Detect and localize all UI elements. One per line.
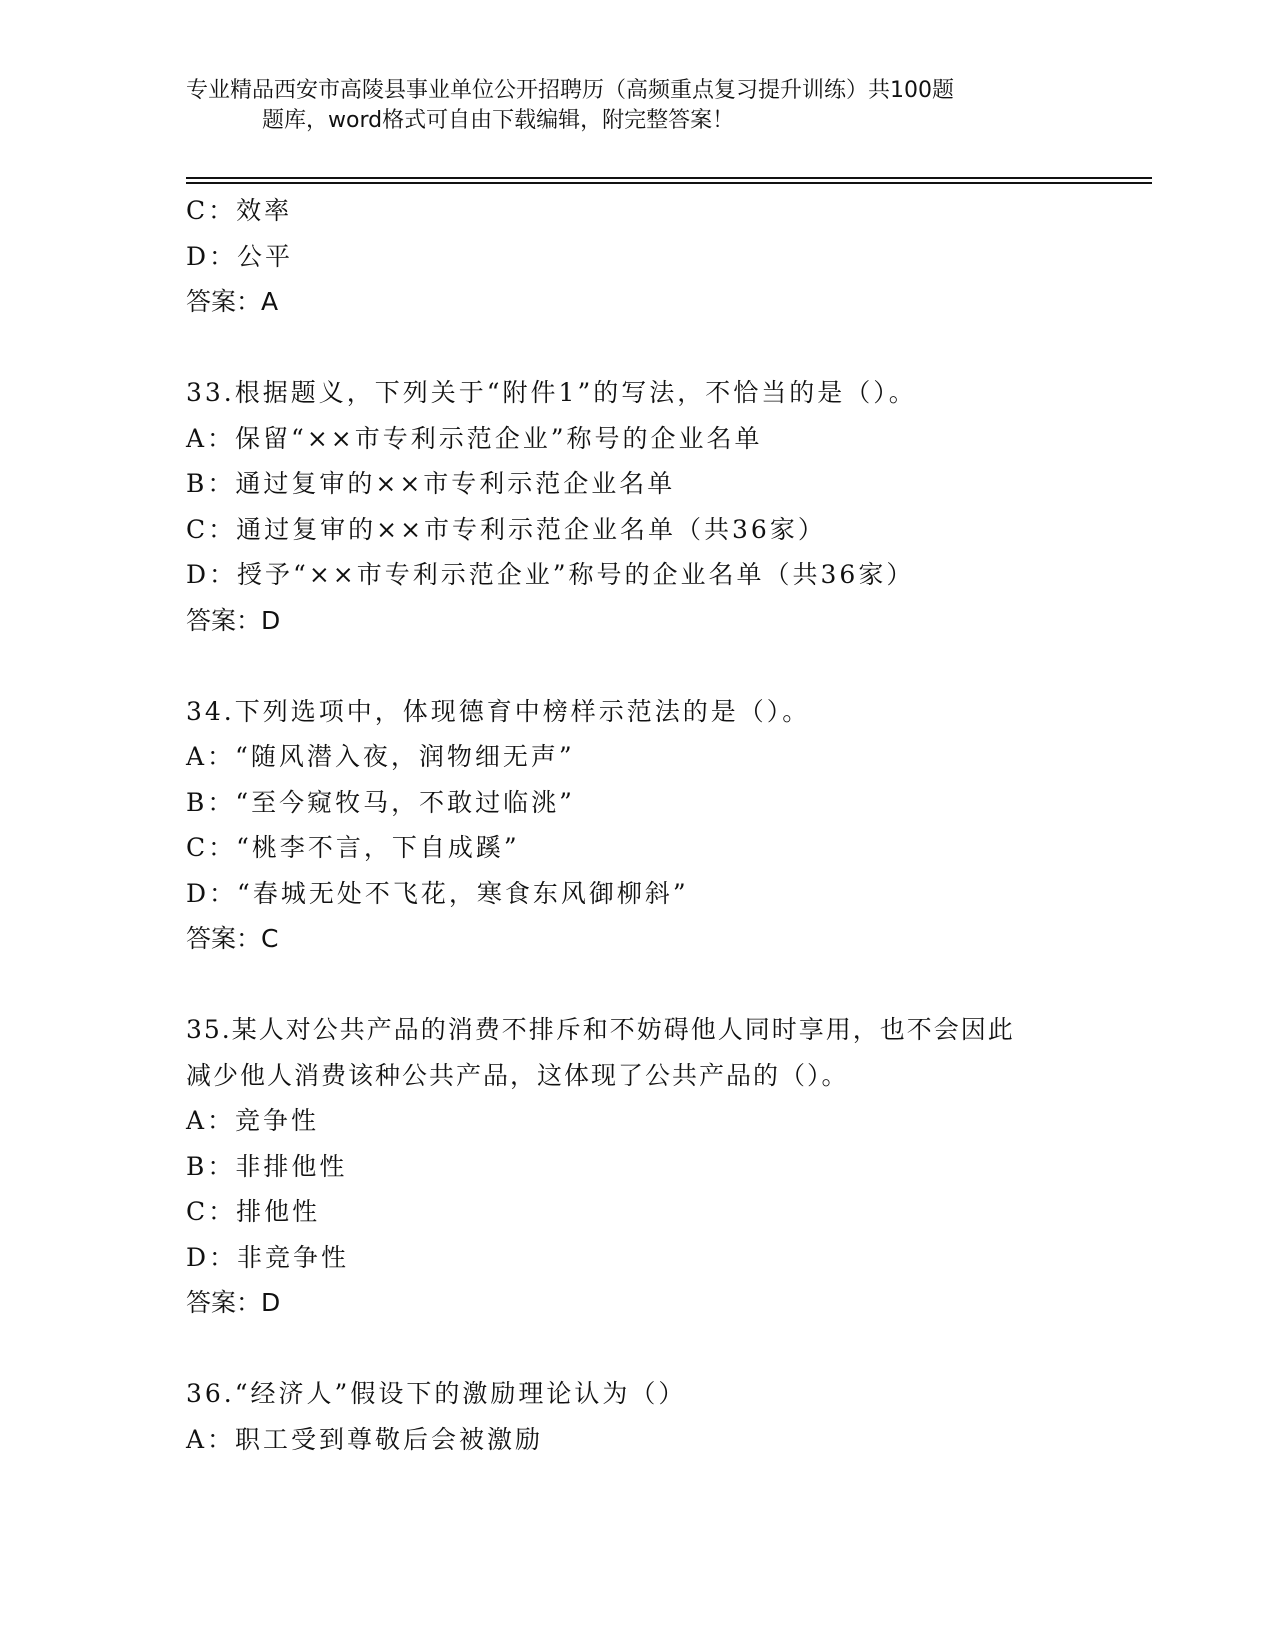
spacer (186, 1326, 1126, 1372)
option-d: D：授予“××市专利示范企业”称号的企业名单（共36家） (186, 560, 915, 589)
option-d: D：“春城无处不飞花，寒食东风御柳斜” (186, 878, 689, 908)
answer-line: 答案：A (186, 287, 279, 316)
header-title-line2: 题库，word格式可自由下载编辑，附完整答案！ (262, 108, 735, 133)
question-stem-line1: 35.某人对公共产品的消费不排斥和不妨碍他人同时享用，也不会因此 (186, 1015, 1015, 1044)
option-b: B：“至今窥牧马，不敢过临洮” (186, 787, 575, 817)
header-rule-bottom (186, 182, 1152, 184)
document-header (186, 76, 1066, 136)
question-stem: 34.下列选项中，体现德育中榜样示范法的是（）。 (186, 696, 811, 726)
answer-line: 答案：D (186, 1288, 281, 1317)
answer-line: 答案：D (186, 605, 281, 635)
option-c: C：效率 (186, 196, 293, 225)
option-b: B：通过复审的××市专利示范企业名单 (186, 469, 676, 498)
header-rule-top (186, 177, 1152, 179)
question-block-34 (186, 689, 1126, 962)
spacer (186, 325, 1126, 371)
question-list (186, 188, 1126, 1462)
question-stem: 36.“经济人”假设下的激励理论认为（） (186, 1379, 687, 1408)
option-c: C：通过复审的××市专利示范企业名单（共36家） (186, 514, 826, 544)
question-block-36 (186, 1371, 1126, 1462)
option-a: A：保留“××市专利示范企业”称号的企业名单 (186, 423, 763, 453)
header-title-line1: 专业精品西安市高陵县事业单位公开招聘历（高频重点复习提升训练）共100题 (186, 78, 954, 103)
question-stem: 33.根据题义，下列关于“附件1”的写法，不恰当的是（）。 (186, 378, 917, 407)
question-block-35 (186, 1007, 1126, 1326)
spacer (186, 962, 1126, 1008)
option-a: A：“随风潜入夜，润物细无声” (186, 742, 575, 771)
option-c: C：“桃李不言，下自成蹊” (186, 833, 520, 862)
question-block-33 (186, 370, 1126, 643)
option-a: A：竞争性 (186, 1106, 320, 1135)
option-d: D：非竞争性 (186, 1242, 350, 1272)
option-d: D：公平 (186, 241, 294, 271)
option-c: C：排他性 (186, 1197, 321, 1226)
question-block-prev (186, 188, 1126, 325)
option-a: A：职工受到尊敬后会被激励 (186, 1424, 544, 1454)
question-stem-line2: 减少他人消费该种公共产品，这体现了公共产品的（）。 (186, 1060, 849, 1090)
option-b: B：非排他性 (186, 1151, 348, 1181)
answer-line: 答案：C (186, 924, 279, 953)
spacer (186, 643, 1126, 689)
